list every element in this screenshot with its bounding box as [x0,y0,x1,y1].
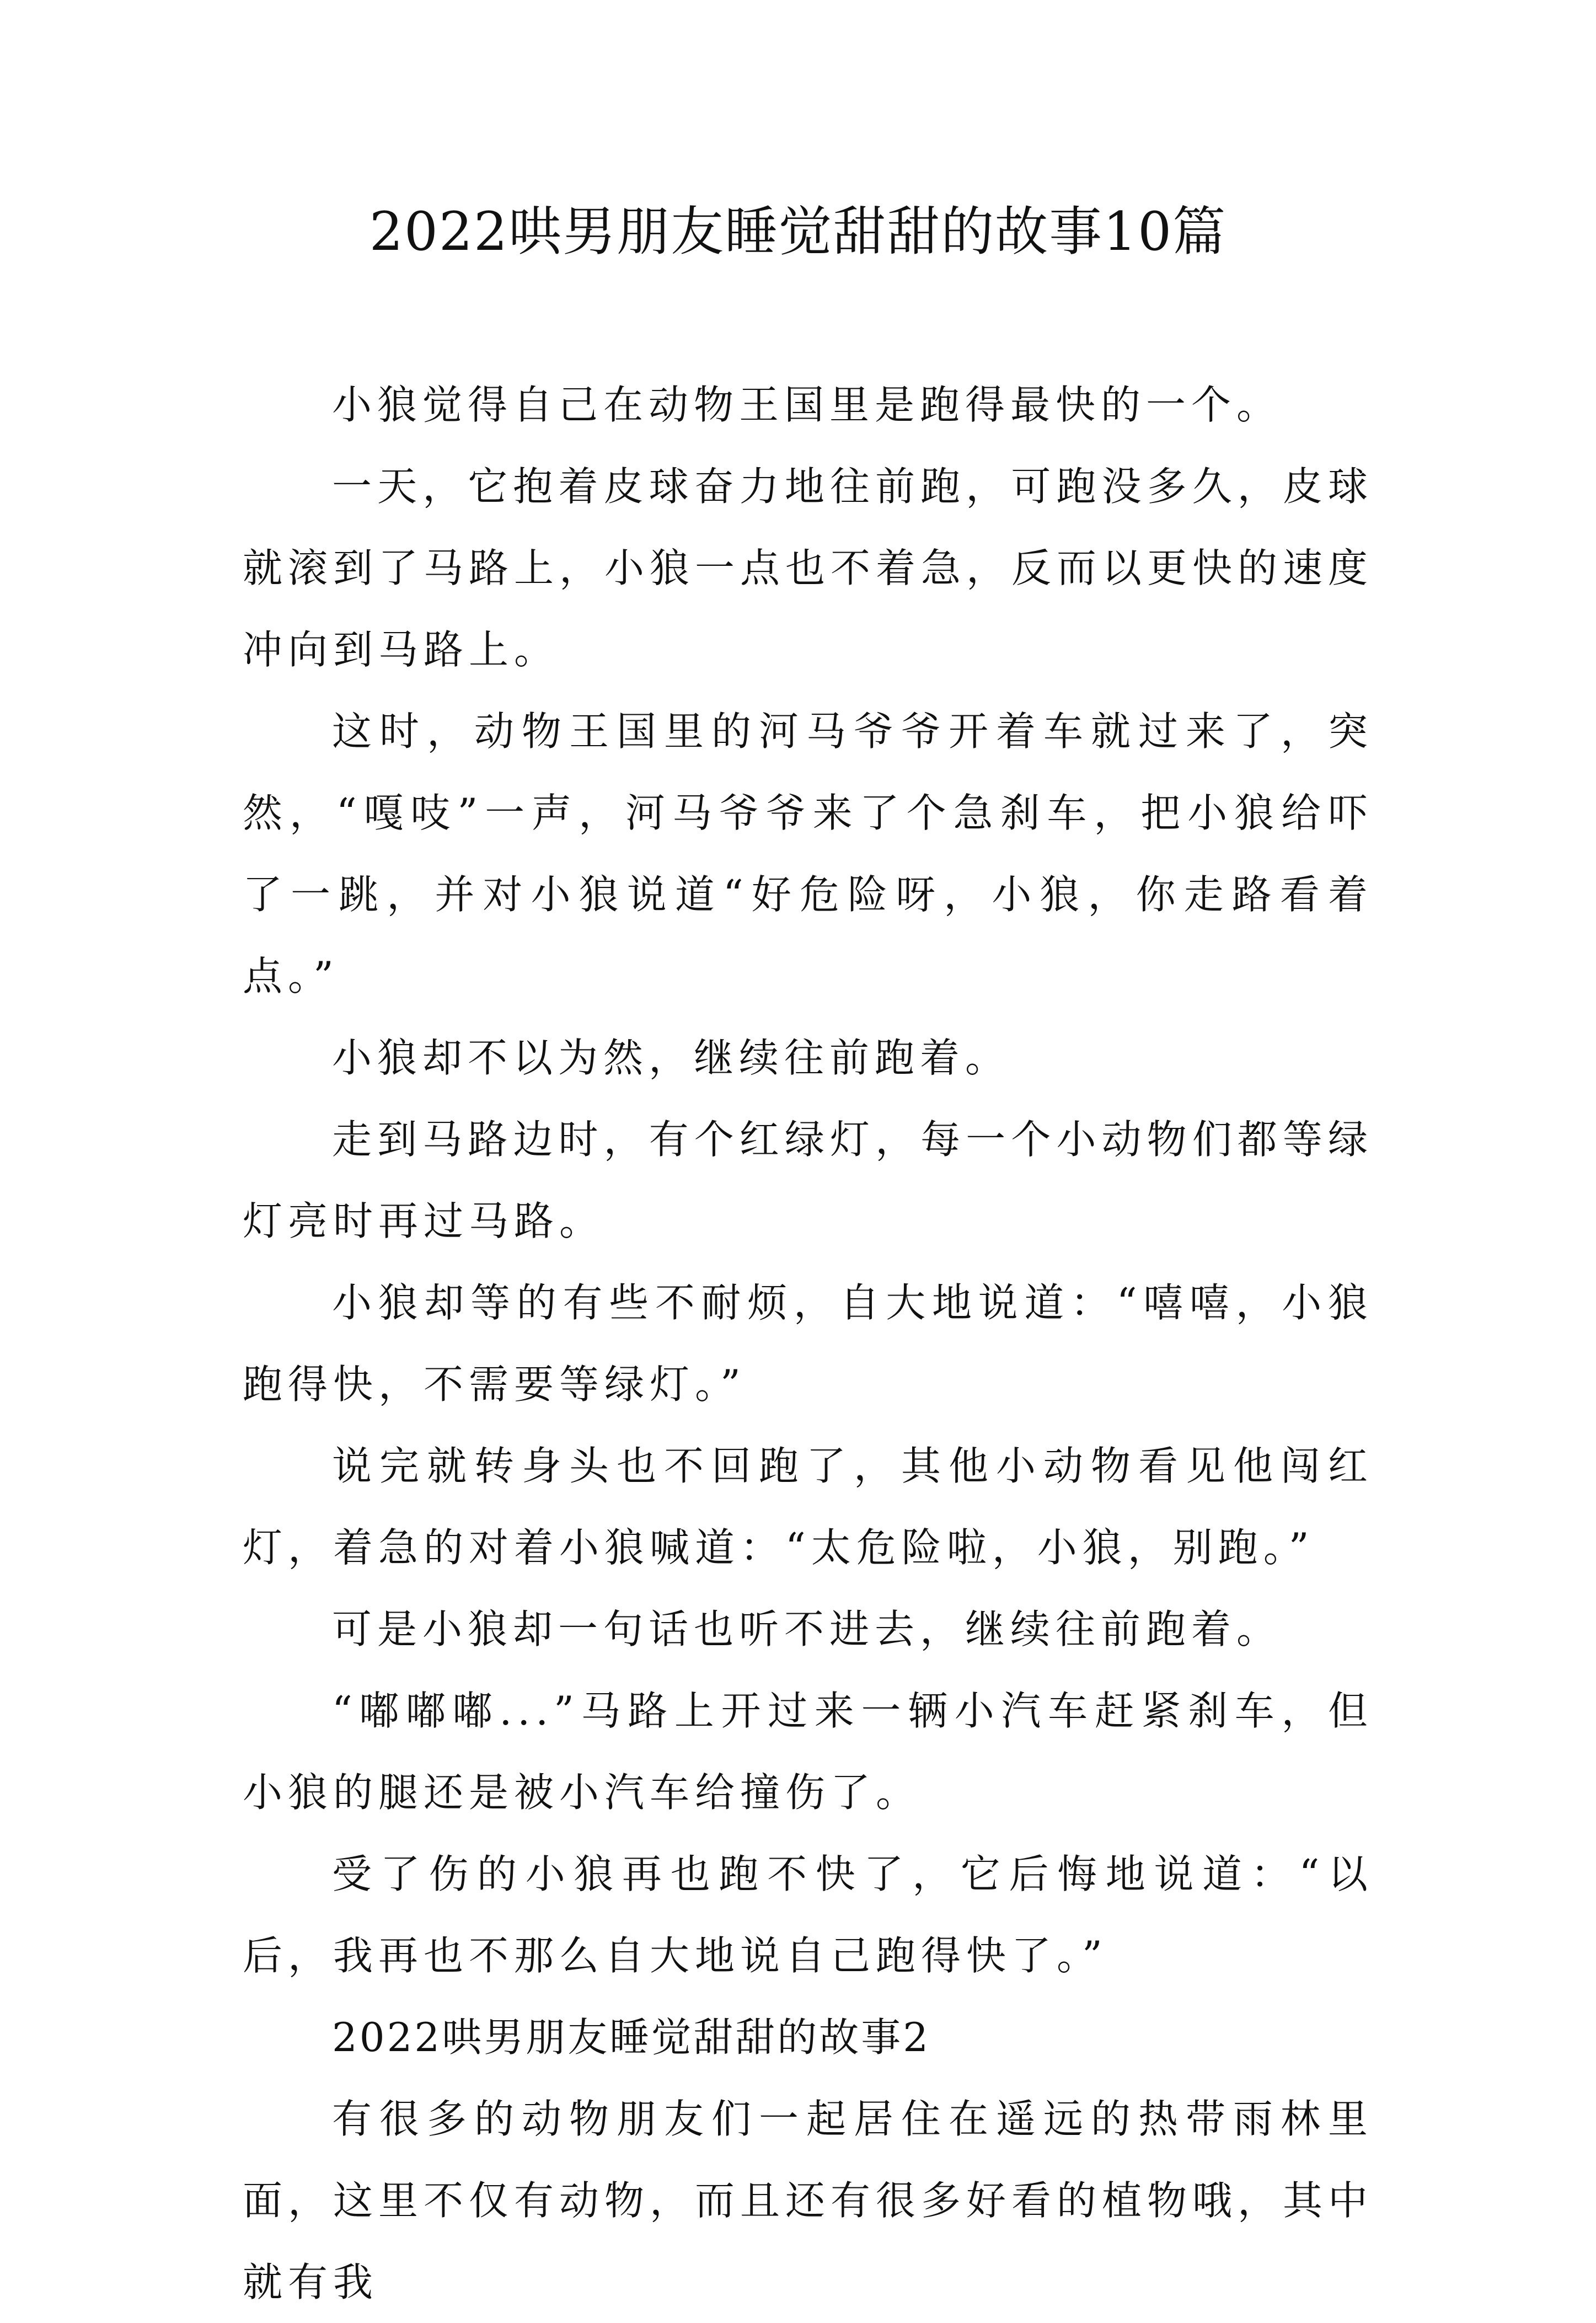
paragraph: “嘟嘟嘟...”马路上开过来一辆小汽车赶紧刹车，但小狼的腿还是被小汽车给撞伤了。 [243,1688,1373,1816]
paragraph: 小狼却等的有些不耐烦，自大地说道：“嘻嘻，小狼跑得快，不需要等绿灯。” [243,1280,1373,1407]
paragraph: 走到马路边时，有个红绿灯，每一个小动物们都等绿灯亮时再过马路。 [243,1116,1373,1244]
document-body [243,364,1373,2323]
paragraph: 这时，动物王国里的河马爷爷开着车就过来了，突然，“嘎吱”一声，河马爷爷来了个急刹车，把小狼给吓了一跳，并对小狼说道“好危险呀，小狼，你走路看着点。” [243,708,1373,999]
paragraph: 受了伤的小狼再也跑不快了，它后悔地说道：“以后，我再也不那么自大地说自己跑得快了。” [243,1851,1373,1979]
paragraph: 有很多的动物朋友们一起居住在遥远的热带雨林里面，这里不仅有动物，而且还有很多好看的植物哦，其中就有我 [243,2096,1374,2305]
paragraph: 一天，它抱着皮球奋力地往前跑，可跑没多久，皮球就滚到了马路上，小狼一点也不着急，反而以更快的速度冲向到马路上。 [243,463,1374,673]
paragraph: 小狼觉得自己在动物王国里是跑得最快的一个。 [332,382,1282,428]
document-title: 2022哄男朋友睡觉甜甜的故事10篇 [369,201,1227,263]
paragraph: 小狼却不以为然，继续往前跑着。 [332,1035,1011,1081]
paragraph: 说完就转身头也不回跑了，其他小动物看见他闯红灯，着急的对着小狼喊道：“太危险啦，小狼，别跑。” [243,1443,1373,1571]
section-heading: 2022哄男朋友睡觉甜甜的故事2 [332,2014,931,2060]
paragraph: 可是小狼却一句话也听不进去，继续往前跑着。 [332,1606,1282,1652]
